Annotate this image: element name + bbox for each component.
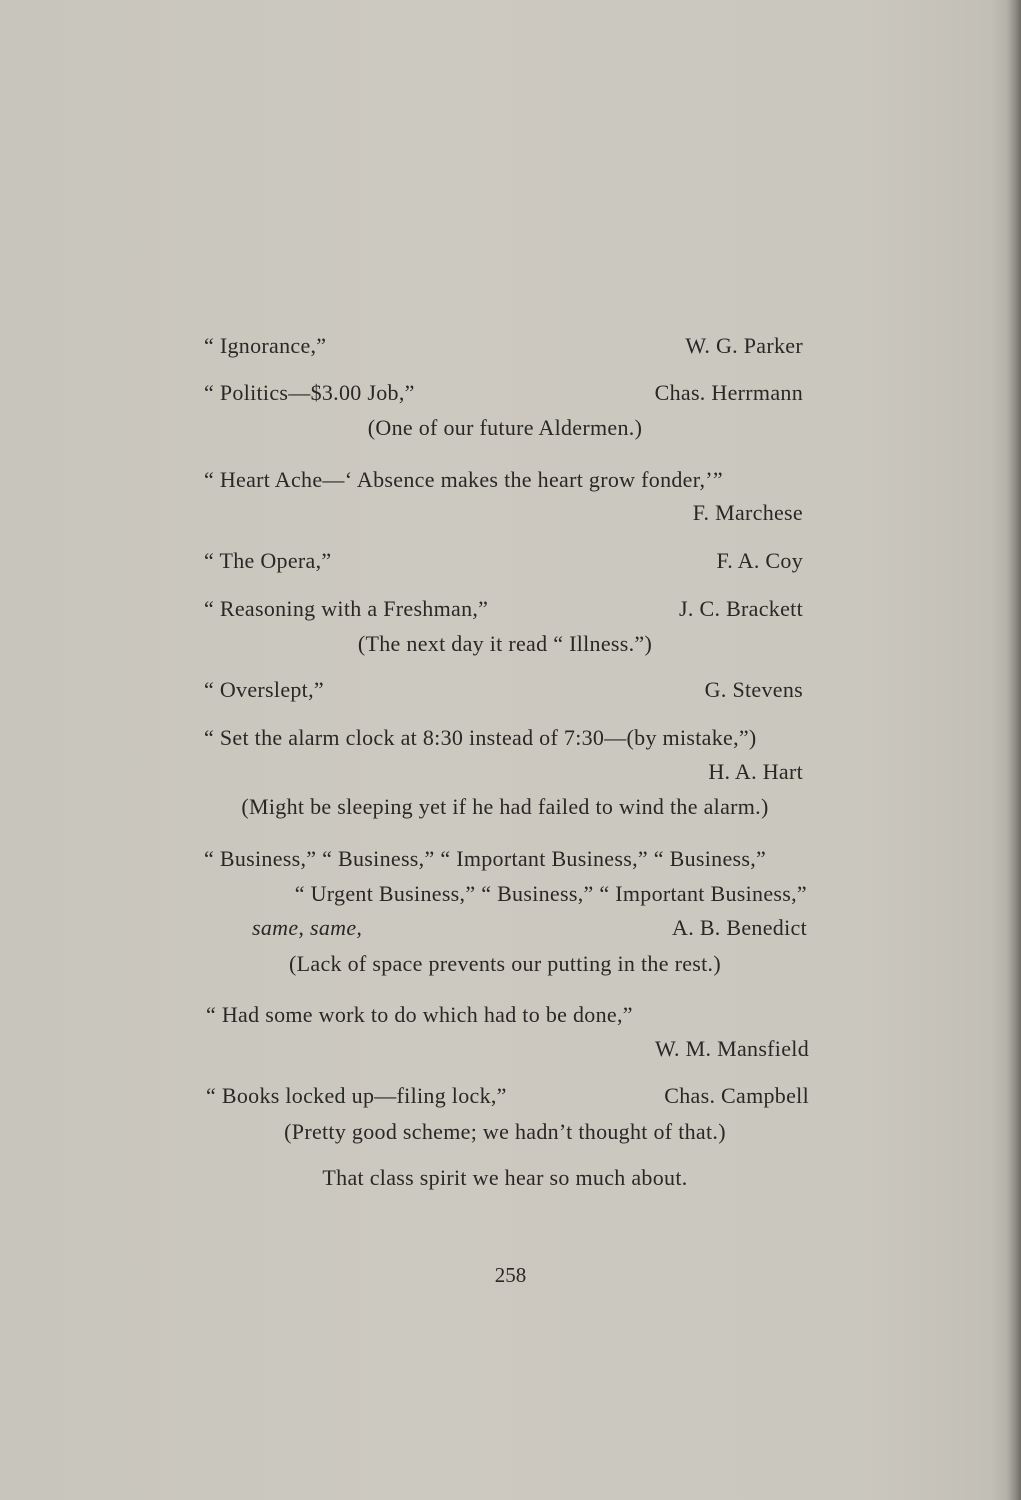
excuse-ignorance: “ Ignorance,” xyxy=(204,333,327,358)
excuse-same-same: same, same, xyxy=(252,915,363,940)
note-pretty-good-scheme: (Pretty good scheme; we hadn’t thought of that.) xyxy=(284,1119,726,1144)
name-stevens: G. Stevens xyxy=(704,677,803,702)
name-brackett: J. C. Brackett xyxy=(679,596,803,621)
excuse-reasoning: “ Reasoning with a Freshman,” xyxy=(204,596,489,621)
excuse-opera: “ The Opera,” xyxy=(204,548,332,573)
note-illness: (The next day it read “ Illness.”) xyxy=(357,631,653,656)
excuse-business-line-2: “ Urgent Business,” “ Business,” “ Important Business,” xyxy=(294,881,807,906)
excuse-overslept: “ Overslept,” xyxy=(204,677,324,702)
note-sleeping: (Might be sleeping yet if he had failed to wind the alarm.) xyxy=(241,794,769,819)
name-hart: H. A. Hart xyxy=(708,759,803,784)
name-coy: F. A. Coy xyxy=(716,548,803,573)
excuse-business-line-1: “ Business,” “ Business,” “ Important Business,” “ Business,” xyxy=(204,846,767,871)
name-marchese: F. Marchese xyxy=(692,500,803,525)
page-number: 258 xyxy=(494,1263,527,1287)
excuse-some-work: “ Had some work to do which had to be done,” xyxy=(206,1002,633,1027)
note-lack-of-space: (Lack of space prevents our putting in the rest.) xyxy=(289,951,721,976)
name-parker: W. G. Parker xyxy=(685,333,803,358)
name-campbell: Chas. Campbell xyxy=(664,1083,809,1108)
name-benedict: A. B. Benedict xyxy=(672,915,807,940)
excuse-heart-ache: “ Heart Ache—‘ Absence makes the heart grow fonder,’” xyxy=(204,467,723,492)
note-aldermen: (One of our future Aldermen.) xyxy=(367,415,643,440)
name-herrmann: Chas. Herrmann xyxy=(654,380,803,405)
closing-line: That class spirit we hear so much about. xyxy=(322,1165,688,1190)
name-mansfield: W. M. Mansfield xyxy=(654,1036,809,1061)
excuse-politics: “ Politics—$3.00 Job,” xyxy=(204,380,415,405)
excuse-alarm-clock: “ Set the alarm clock at 8:30 instead of 7:30—(by mistake,”) xyxy=(204,725,757,750)
excuse-books-locked: “ Books locked up—filing lock,” xyxy=(206,1083,507,1108)
